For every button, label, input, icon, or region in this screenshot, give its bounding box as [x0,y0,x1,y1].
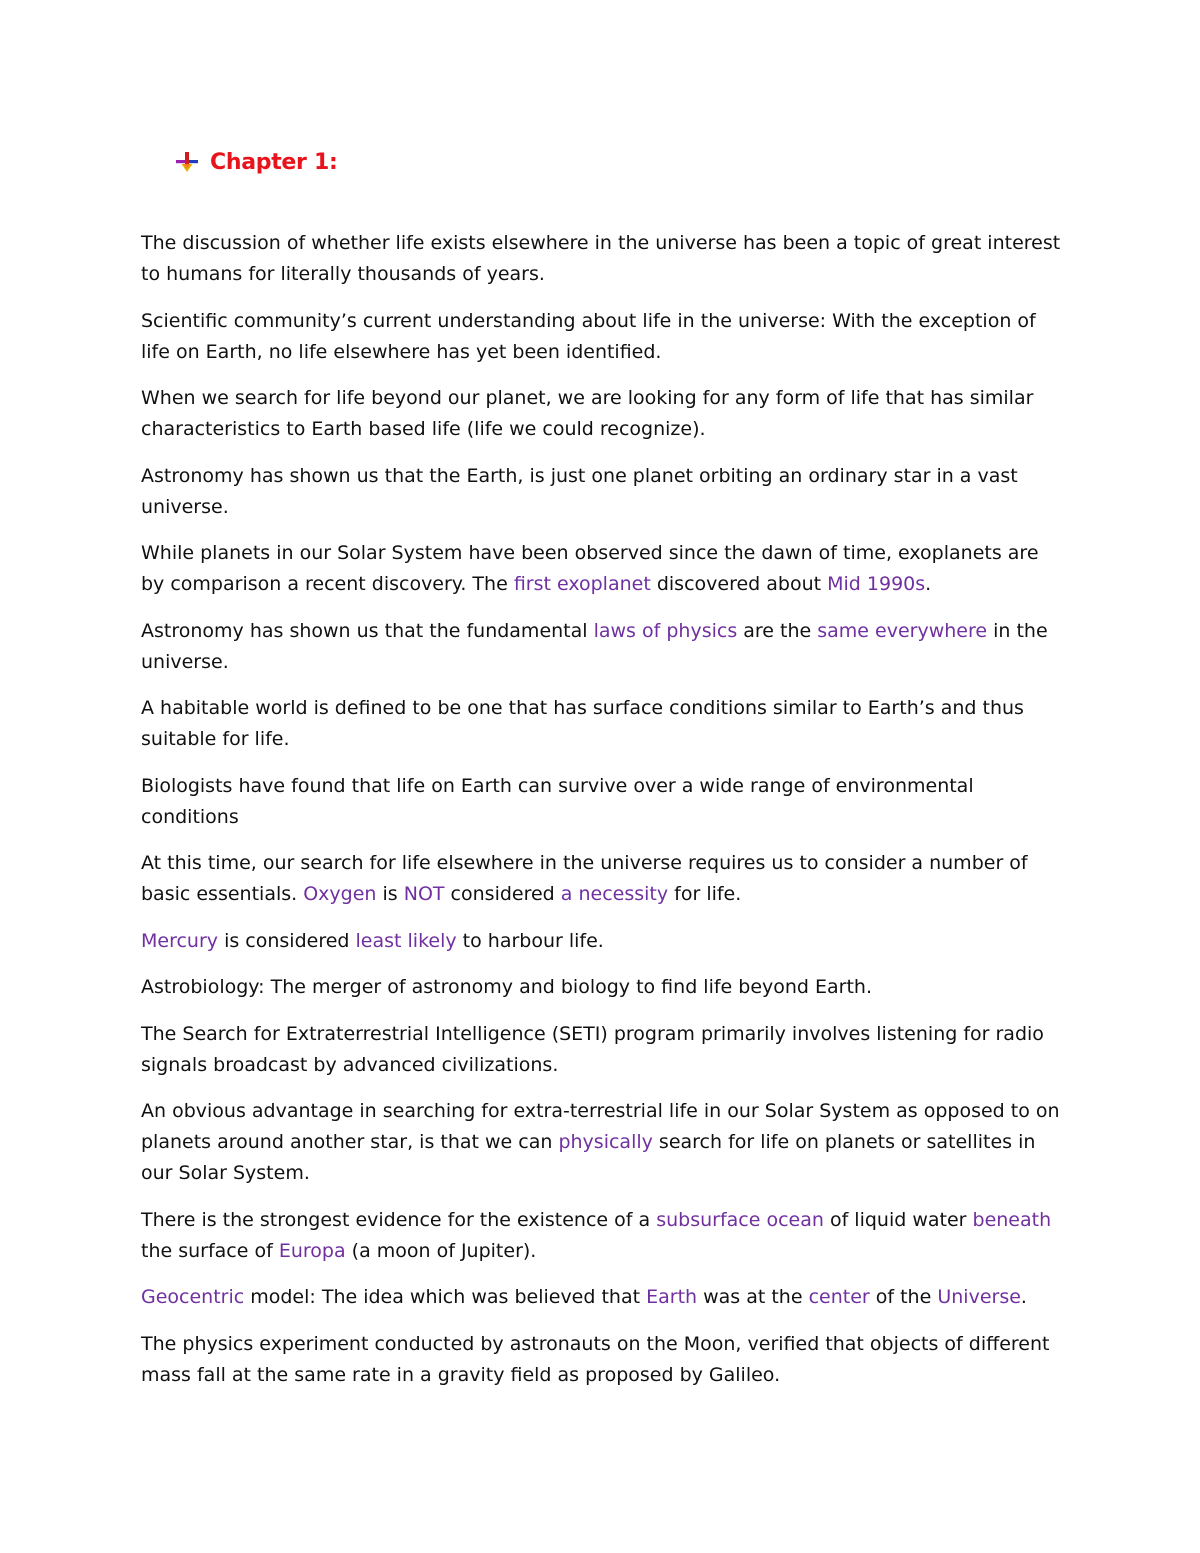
highlighted-term: Earth [646,1286,698,1308]
highlighted-term: Oxygen [303,883,377,905]
text-run: At this time, our search for life elsewhere in the universe requires us to consider a number of basic essentials. [141,852,1028,905]
paragraph [141,383,1066,445]
text-run: of the [869,1286,938,1308]
highlighted-term: Universe [937,1286,1021,1308]
highlighted-term: Geocentric [141,1286,245,1308]
paragraph [141,616,1066,678]
text-run: . [1020,1286,1027,1308]
chapter-title: Chapter 1: [210,149,338,175]
text-run: Scientific community’s current understanding about life in the universe: With the exception of life on Earth, no life elsewhere has yet been identified. [141,309,1036,363]
text-run: considered [444,883,561,905]
highlighted-term: a necessity [560,883,669,905]
highlighted-term: first exoplanet [513,573,651,595]
text-run: for life. [668,883,742,905]
text-run: (a moon of Jupiter). [345,1239,537,1262]
text-run: model: The idea which was believed that [244,1286,647,1308]
text-run: The Search for Extraterrestrial Intelligence (SETI) program primarily involves listening for radio signals broadcast by advanced civilizations. [141,1022,1044,1076]
chapter-heading [174,142,337,182]
paragraph [141,461,1066,523]
paragraph [141,306,1066,368]
text-run: are the [737,619,818,642]
paragraph [141,1096,1066,1189]
highlighted-term: beneath [972,1208,1052,1231]
document-body [141,228,1066,1406]
paragraph [141,1282,1066,1313]
text-run: When we search for life beyond our planet, we are looking for any form of life that has similar characteristics to Earth based life (life we could recognize). [141,387,1034,440]
highlighted-term: physically [558,1131,653,1153]
highlighted-term: least likely [355,929,457,952]
text-run: is [376,883,404,905]
text-run: . [925,573,932,595]
text-run: Biologists have found that life on Earth can survive over a wide range of environmental conditions [141,774,974,828]
highlighted-term: Europa [278,1239,346,1262]
text-run: The discussion of whether life exists elsewhere in the universe has been a topic of great interest to humans for literally thousands of years. [141,232,1061,285]
paragraph [141,693,1066,755]
paragraph [141,1019,1066,1081]
arrow-down-bullet-icon [174,149,200,175]
text-run: A habitable world is defined to be one that has surface conditions similar to Earth’s and thus suitable for life. [141,697,1024,750]
paragraph [141,972,1066,1003]
highlighted-term: center [808,1286,870,1308]
paragraph [141,1329,1066,1391]
text-run: There is the strongest evidence for the existence of a [141,1208,657,1231]
text-run: Astrobiology: The merger of astronomy and biology to find life beyond Earth. [141,976,873,998]
highlighted-term: Mid 1990s [827,573,926,595]
paragraph [141,926,1066,957]
text-run: was at the [697,1286,809,1308]
text-run: in the universe. [141,619,1048,673]
text-run: Astronomy has shown us that the Earth, is just one planet orbiting an ordinary star in a vast universe. [141,464,1018,518]
text-run: of liquid water [823,1208,973,1231]
highlighted-term: same everywhere [817,619,988,642]
highlighted-term: NOT [403,883,445,905]
text-run: is considered [218,929,356,952]
text-run: While planets in our Solar System have been observed since the dawn of time, exoplanets are by comparison a recent discovery. The [141,542,1039,595]
text-run: search for life on planets or satellites in our Solar System. [141,1131,1036,1184]
text-run: Astronomy has shown us that the fundamental [141,619,594,642]
paragraph [141,228,1066,290]
highlighted-term: laws of physics [593,619,738,642]
text-run: discovered about [650,573,828,595]
highlighted-term: subsurface ocean [656,1208,824,1231]
paragraph [141,538,1066,600]
paragraph [141,1205,1066,1267]
text-run: the surface of [141,1239,279,1262]
text-run: to harbour life. [456,929,604,952]
paragraph [141,771,1066,833]
text-run: The physics experiment conducted by astronauts on the Moon, verified that objects of different mass fall at the same rate in a gravity field as proposed by Galileo. [141,1332,1050,1386]
highlighted-term: Mercury [141,929,219,952]
text-run: An obvious advantage in searching for extra-terrestrial life in our Solar System as opposed to on planets around another star, is that we can [141,1100,1060,1153]
paragraph [141,848,1066,910]
